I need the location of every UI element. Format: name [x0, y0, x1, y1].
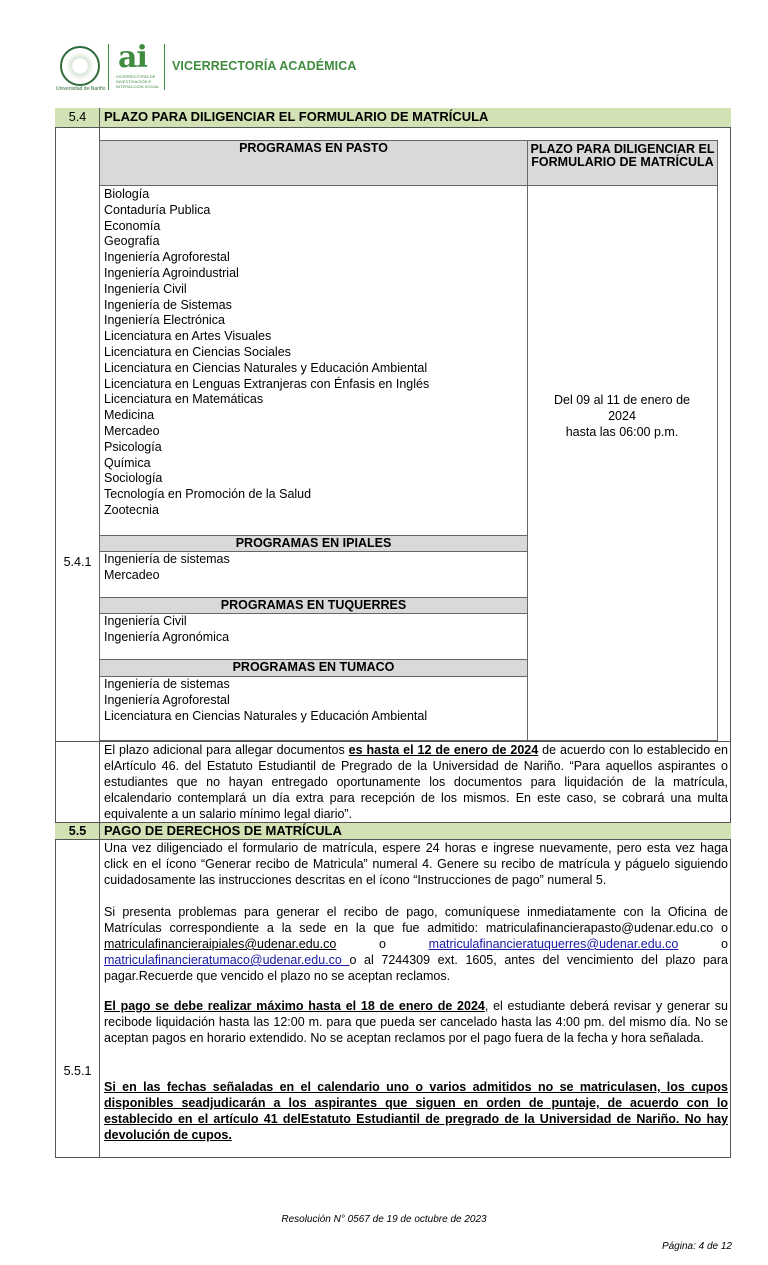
section-number: 5.5: [68, 824, 87, 838]
payment-paragraph-1: Una vez diligenciado el formulario de matrícula, espere 24 horas e ingrese nuevamente, pero esta vez haga click en el ícono “Generar recibo de Matricula” numeral 4. Genere su recibo de matrícula y páguelo siguiendo cuidadosamente las instrucciones descritas en el ícono “Instrucciones de pago” numeral 5.: [104, 841, 728, 887]
program-item: Licenciatura en Ciencias Naturales y Educación Ambiental: [104, 360, 428, 375]
payment-paragraph-2: [104, 904, 728, 984]
program-item: Biología: [104, 187, 150, 201]
payment-deadline-highlight: El pago se debe realizar máximo hasta el 18 de enero de 2024: [104, 999, 485, 1013]
program-item: Tecnología en Promoción de la Salud: [104, 487, 312, 502]
text: o: [678, 937, 728, 951]
program-item: Ingeniería de sistemas: [104, 552, 230, 566]
program-item: Licenciatura en Ciencias Sociales: [104, 344, 291, 359]
section-bar-5-5: [55, 822, 731, 840]
text: de acuerdo con lo establecido en elArtículo 46. del Estatuto Estudiantil de Pregrado de la Universidad de Nariño. “Para aquellos aspirantes o estudiantes que no hayan entregado oportunamente los documentos para liquidación de la matrícula, elcalendario contemplará un día extra para recepción de los mismos. En este caso, se cobrará una multa equivalente a un salario mínimo legal diario”.: [104, 743, 728, 821]
program-item: Ingeniería Civil: [104, 281, 187, 296]
program-item: Sociología: [104, 471, 163, 486]
program-item: Psicología: [104, 439, 162, 454]
deadline-text: [528, 392, 716, 440]
program-item: Ingeniería Agroforestal: [104, 250, 230, 265]
header-divider: [164, 44, 165, 90]
ipiales-programs-list: [104, 552, 230, 584]
program-item: Licenciatura en Artes Visuales: [104, 329, 272, 344]
text: El plazo adicional para allegar documentos: [104, 743, 349, 757]
program-item: Medicina: [104, 408, 155, 423]
program-item: Ingeniería Civil: [104, 614, 187, 628]
vice-title: VICERRECTORÍA ACADÉMICA: [172, 59, 357, 73]
text: o: [336, 937, 429, 951]
cell-divider: [99, 108, 100, 127]
page-header: [56, 40, 736, 94]
program-item: Licenciatura en Lenguas Extranjeras con Énfasis en Inglés: [104, 376, 430, 391]
text: , el estudiante deberá revisar y generar su recibode liquidación hasta las 12:00 m. para que pueda ser cancelado hasta las 4:00 pm. del mismo día. No se aceptan pagos en horario extendido. No se aceptan reclamos por el pago fuera de la fecha y hora señalada.: [104, 999, 728, 1045]
programs-column-divider: [527, 140, 528, 741]
program-item: Licenciatura en Ciencias Naturales y Educación Ambiental: [104, 708, 428, 723]
cell-divider: [99, 823, 100, 839]
payment-paragraph-4: Si en las fechas señaladas en el calendario uno o varios admitidos no se matriculasen, los cupos disponibles seadjudicarán a los aspirantes que siguen en orden de puntaje, de acuerdo con lo establecido en el artículo 41 delEstatuto Estudiantil de pregrado de la Universidad de Nariño. No hay devolución de cupos.: [104, 1080, 728, 1142]
section-bar-5-4: [55, 108, 731, 128]
section-number-5-5-1: 5.5.1: [63, 1064, 92, 1078]
text: Si presenta problemas para generar el recibo de pago, comuníquese inmediatamente con la Oficina de Matrículas correspondiente a la sede en la que fue admitido: matriculafinancierapasto@udenar.edu.co o: [104, 905, 728, 935]
program-item: Ingeniería de sistemas: [104, 677, 230, 691]
section-number: 5.4: [68, 110, 87, 124]
program-item: Ingeniería Agroforestal: [104, 692, 230, 707]
header-programas-pasto: PROGRAMAS EN PASTO: [99, 140, 528, 186]
ai-logo: ai: [118, 40, 147, 75]
email-link-tuquerres[interactable]: matriculafinancieratuquerres@udenar.edu.co: [428, 937, 679, 951]
header-programas-tuquerres: PROGRAMAS EN TUQUERRES: [99, 597, 528, 614]
header-plazo: PLAZO PARA DILIGENCIAR EL FORMULARIO DE MATRÍCULA: [527, 140, 718, 186]
tumaco-programs-list: [104, 677, 427, 724]
page-number: Página: 4 de 12: [661, 1241, 732, 1252]
program-item: Geografía: [104, 234, 160, 249]
header-programas-tumaco: PROGRAMAS EN TUMACO: [99, 659, 528, 677]
university-seal-text: Universidad de Nariño: [56, 86, 106, 92]
pasto-programs-list: [104, 187, 429, 519]
payment-paragraph-3: [104, 998, 728, 1046]
section-number-5-4-1: 5.4.1: [63, 555, 92, 569]
section-title: PLAZO PARA DILIGENCIAR EL FORMULARIO DE MATRÍCULA: [104, 109, 489, 124]
header-programas-ipiales: PROGRAMAS EN IPIALES: [99, 535, 528, 552]
program-item: Ingeniería de Sistemas: [104, 297, 232, 312]
program-item: Licenciatura en Matemáticas: [104, 392, 264, 407]
program-item: Contaduría Publica: [104, 202, 211, 217]
program-item: Química: [104, 455, 151, 470]
program-item: Zootecnia: [104, 502, 159, 517]
program-item: Mercadeo: [104, 567, 160, 582]
header-divider: [108, 44, 109, 90]
deadline-line: 2024: [608, 409, 636, 423]
university-seal-icon: [60, 46, 100, 86]
program-item: Ingeniería Agroindustrial: [104, 265, 239, 280]
email-link-tumaco[interactable]: matriculafinancieratumaco@udenar.edu.co: [104, 953, 350, 967]
deadline-line: Del 09 al 11 de enero de: [554, 393, 690, 407]
program-item: Ingeniería Agronómica: [104, 629, 230, 644]
email-link-ipiales[interactable]: matriculafinancieraipiales@udenar.edu.co: [104, 937, 337, 951]
extra-documents-paragraph: [104, 742, 728, 822]
program-item: Ingeniería Electrónica: [104, 313, 225, 328]
section-title: PAGO DE DERECHOS DE MATRÍCULA: [104, 823, 342, 838]
tuquerres-programs-list: [104, 614, 229, 646]
program-item: Economía: [104, 218, 161, 233]
resolution-footer: Resolución N° 0567 de 19 de octubre de 2023: [281, 1214, 487, 1225]
deadline-highlight: es hasta el 12 de enero de 2024: [348, 743, 539, 757]
ai-logo-subtext: VICERRECTORÍA DE INVESTIGACIÓN E INTERACCIÓN SOCIAL: [116, 74, 160, 89]
program-item: Mercadeo: [104, 423, 160, 438]
text: o al 7244309 ext. 1605, antes del vencimiento del plazo para pagar.Recuerde que vencido el plazo no se aceptan reclamos.: [104, 953, 729, 983]
deadline-line: hasta las 06:00 p.m.: [565, 425, 679, 439]
